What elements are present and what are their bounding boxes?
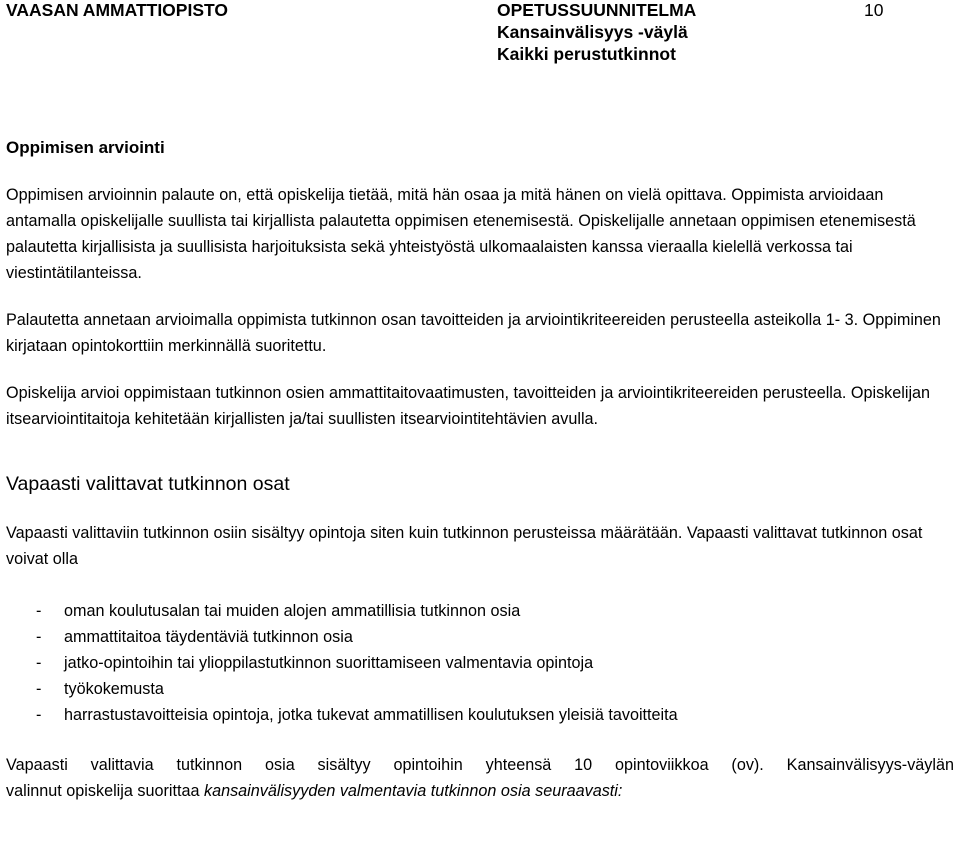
summary-text: valinnut opiskelija suorittaa [6,782,204,800]
paragraph-elective-summary [6,752,954,804]
document-title: OPETUSSUUNNITELMA [497,0,697,20]
document-body [6,137,954,804]
document-header [497,0,696,65]
school-name: VAASAN AMMATTIOPISTO [6,0,228,20]
summary-italic-text: kansainvälisyyden valmentavia tutkinnon osia seuraavasti: [203,782,623,800]
summary-line-1: Vapaasti valittavia tutkinnon osia sisältyy opintoihin yhteensä 10 opintoviikkoa (ov). Kansainvälisyys-väylän [6,756,954,774]
paragraph-grading: Palautetta annetaan arvioimalla oppimista tutkinnon osan tavoitteiden ja arviointikriteereiden perusteella asteikolla 1- 3. Oppiminen kirjataan opintokorttiin merkinnällä suoritettu. [6,311,941,355]
scope-label: Kaikki perustutkinnot [497,44,676,64]
section-heading-assessment: Oppimisen arviointi [6,138,165,157]
pathway-name: Kansainvälisyys -väylä [497,22,688,42]
summary-line-2 [6,778,954,804]
paragraph-elective-intro: Vapaasti valittaviin tutkinnon osiin sisältyy opintoja siten kuin tutkinnon perusteissa määrätään. Vapaasti valittavat tutkinnon osat voivat olla [6,524,923,568]
elective-options-list [6,598,954,728]
list-item: - jatko-opintoihin tai ylioppilastutkinnon suorittamiseen valmentavia opintoja [6,650,954,676]
list-item: - ammattitaitoa täydentäviä tutkinnon osia [6,624,954,650]
list-item: - oman koulutusalan tai muiden alojen ammatillisia tutkinnon osia [6,598,954,624]
section-heading-elective: Vapaasti valittavat tutkinnon osat [6,473,290,495]
page-number: 10 [864,0,884,20]
paragraph-self-assessment: Opiskelija arvioi oppimistaan tutkinnon osien ammattitaitovaatimusten, tavoitteiden ja arviointikriteereiden perusteella. Opiskelijan itsearviointitaitoja kehitetään kirjallisten ja/tai suullisten itsearviointitehtävien avulla. [6,384,931,428]
paragraph-feedback: Oppimisen arvioinnin palaute on, että opiskelija tietää, mitä hän osaa ja mitä hänen on vielä opittava. Oppimista arvioidaan antamalla opiskelijalle suullista tai kirjallista palautetta oppimisen etenemisestä. Opiskelijalle annetaan oppimisen etenemisestä palautetta kirjallisista ja suullisista harjoituksista sekä yhteistyöstä ulkomaalaisten kanssa vieraalla kielellä verkossa tai viestintätilanteissa. [6,186,916,282]
list-item: - harrastustavoitteisia opintoja, jotka tukevat ammatillisen koulutuksen yleisiä tavoitteita [6,702,954,728]
list-item: - työkokemusta [6,676,954,702]
